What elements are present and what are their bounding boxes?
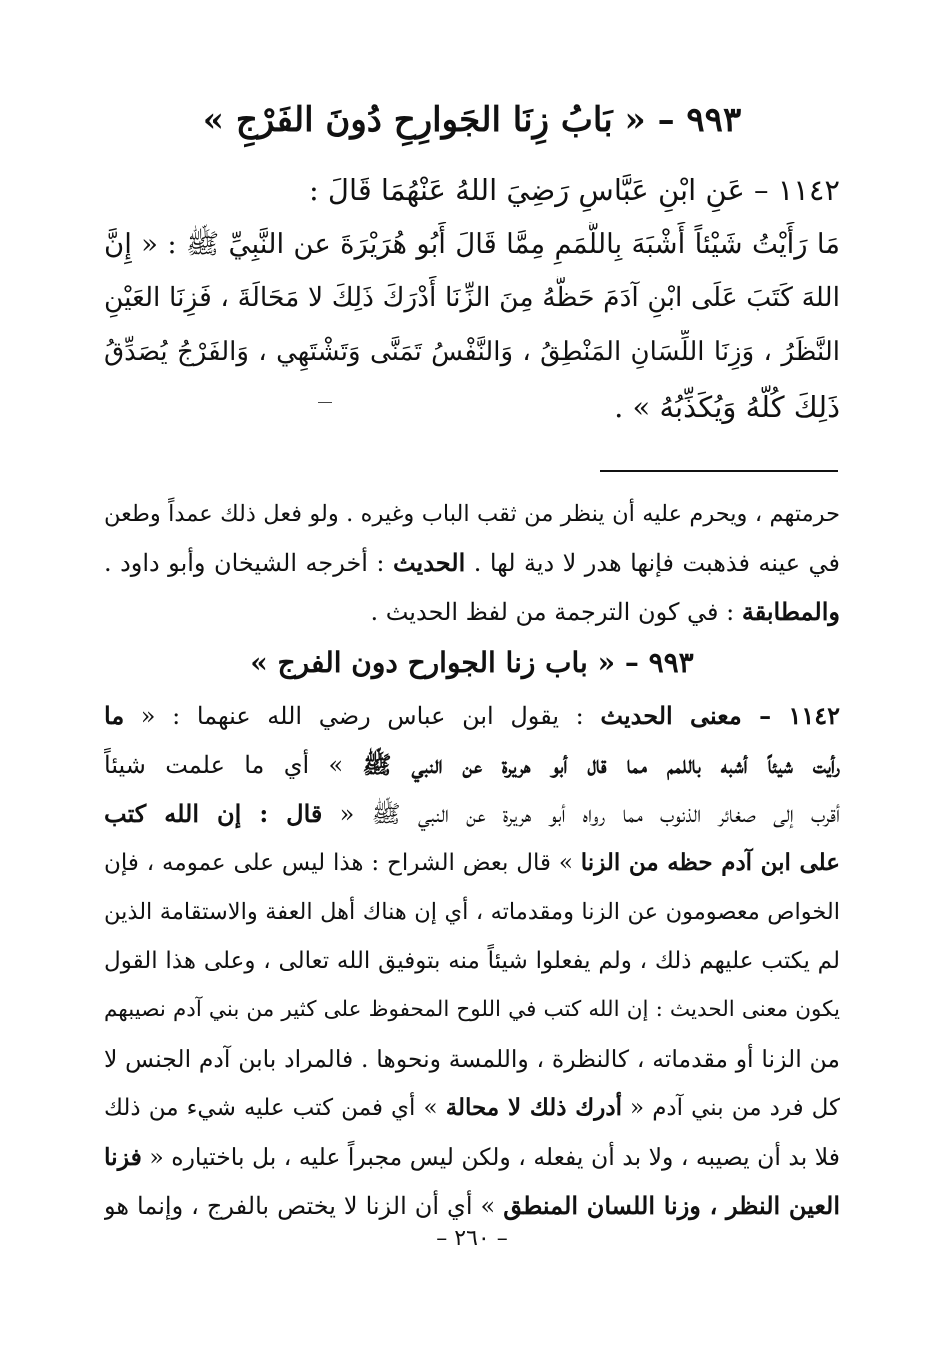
footnote-divider xyxy=(600,470,838,472)
commentary-line: حرمتهم ، ويحرم عليه أن ينظر من ثقب الباب وغيره . ولو فعل ذلك عمداً وطعن xyxy=(104,501,840,527)
commentary-line: الخواص معصومون عن الزنا ومقدماته ، أي إن هناك أهل العفة والاستقامة الذين xyxy=(104,899,840,925)
hadith-line: اللهَ كَتَبَ عَلَى ابْنِ آدَمَ حَظَّهُ مِنَ الزِّنَا أَدْرَكَ ذَلِكَ لا مَحَالَةَ ، فَزِنَا العَيْنِ xyxy=(104,282,840,313)
commentary-line: لم يكتب عليهم ذلك ، ولم يفعلوا شيئاً منه بتوفيق الله تعالى ، وعلى هذا القول xyxy=(104,948,840,974)
stray-mark xyxy=(318,402,332,403)
commentary-line: العين النظر ، وزنا اللسان المنطق » أي أن الزنا لا يختص بالفرج ، وإنما هو xyxy=(104,1191,840,1220)
page-number: – ٢٦٠ – xyxy=(436,1226,508,1251)
hadith-line: النَّظَرُ ، وَزِنَا اللِّسَانِ المَنْطِقُ ، وَالنَّفْسُ تَمَنَّى وَتَشْتَهِي ، وَالفَرْجُ يُصَدِّقُ xyxy=(104,337,840,367)
commentary-line: في عينه فذهبت فإنها هدر لا دية لها . الحديث : أخرجه الشيخان وأبو داود . xyxy=(104,548,840,577)
commentary-title: ٩٩٣ – « باب زنا الجوارح دون الفرج » xyxy=(250,646,694,679)
hadith-line: ١١٤٢ – عَنِ ابْنِ عَبَّاسٍ رَضِيَ اللهُ عَنْهُمَا قَالَ : xyxy=(308,173,840,207)
commentary-line: على ابن آدم حظه من الزنا » قال بعض الشراح : هذا ليس على عمومه ، فإن xyxy=(104,849,840,876)
commentary-line: ١١٤٢ – معنى الحديث : يقول ابن عباس رضي الله عنهما : « ما xyxy=(104,701,840,730)
commentary-line: والمطابقة : في كون الترجمة من لفظ الحديث . xyxy=(370,597,840,626)
commentary-line: رأيت شيئاً أشبه باللمم مما قال أبو هريرة عن النبي ﷺ » أي ما علمت شيئاً xyxy=(104,750,840,779)
commentary-line: أقرب إلى صغائر الذنوب مما رواه أبو هريرة عن النبي ﷺ « قال : إن الله كتب xyxy=(104,799,840,828)
hadith-line: ذَلِكَ كُلَّهُ وَيُكَذِّبُهُ » . xyxy=(614,390,840,424)
commentary-line: يكون معنى الحديث : إن الله كتب في اللوح المحفوظ على كثير من بني آدم نصيبهم xyxy=(104,997,840,1022)
commentary-line: كل فرد من بني آدم « أدرك ذلك لا محالة » أي فمن كتب عليه شيء من ذلك xyxy=(104,1094,840,1121)
commentary-line: فلا بد أن يصيبه ، ولا بد أن يفعله ، ولكن ليس مجبراً عليه ، بل باختياره « فزنا xyxy=(104,1143,840,1171)
chapter-title: ٩٩٣ – « بَابُ زِنَا الجَوارِحِ دُونَ الفَرْجِ » xyxy=(202,100,742,140)
hadith-line: مَا رَأَيْتُ شَيْئاً أَشْبَهَ بِاللَّمَمِ مِمَّا قَالَ أَبُو هُرَيْرَةَ عن النَّبِيِّ ﷺ : « إِنَّ xyxy=(104,228,840,260)
commentary-line: من الزنا أو مقدماته ، كالنظرة ، واللمسة ونحوها . فالمراد بابن آدم الجنس لا xyxy=(104,1045,840,1073)
